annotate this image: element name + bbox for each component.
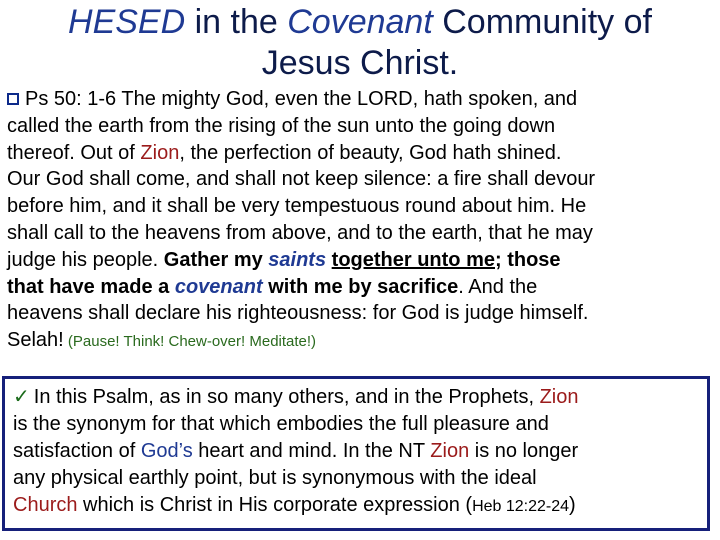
box-line: any physical earthly point, but is synonymous with the ideal <box>13 467 537 489</box>
body-line: shall call to the heavens from above, and to the earth, that he may <box>7 221 593 244</box>
body-text: thereof. Out of <box>7 141 141 164</box>
body-bold-text: with me by sacrifice <box>262 275 459 298</box>
underlined-text: together unto me <box>331 248 495 271</box>
body-line: heavens shall declare his righteousness: for God is judge himself. <box>7 302 589 325</box>
body-text: , the perfection of beauty, God hath shined. <box>179 141 562 164</box>
selah-text: Selah! <box>7 329 64 352</box>
meditate-note: (Pause! Think! Chew-over! Meditate!) <box>63 333 317 351</box>
box-text: satisfaction of <box>13 440 141 462</box>
title-line-1 <box>0 2 720 43</box>
body-bold-text: that have made a <box>7 275 175 298</box>
square-bullet-icon <box>7 93 19 105</box>
checkmark-icon: ✓ <box>13 386 30 408</box>
saints-word: saints <box>268 248 327 271</box>
box-text: is no longer <box>469 440 579 462</box>
body-line: before him, and it shall be very tempestuous round about him. He <box>7 195 587 218</box>
title-text: Community of <box>432 3 652 41</box>
title-hesed: HESED <box>68 3 186 41</box>
zion-word: Zion <box>140 141 180 164</box>
body-line <box>7 140 720 167</box>
gods-word: God’s <box>140 440 193 462</box>
box-text: heart and mind. In the NT <box>192 440 431 462</box>
body-line <box>7 327 720 354</box>
covenant-word: covenant <box>174 275 263 298</box>
body-line <box>7 86 720 113</box>
box-text: In this Psalm, as in so many others, and in the Prophets, <box>33 386 540 408</box>
box-line: is the synonym for that which embodies the full pleasure and <box>13 413 549 435</box>
box-line <box>13 492 713 519</box>
body-line <box>7 247 720 274</box>
box-line <box>13 384 713 411</box>
title-covenant: Covenant <box>287 3 433 41</box>
church-word: Church <box>13 494 78 516</box>
body-text: . And the <box>458 275 538 298</box>
zion-word: Zion <box>539 386 579 408</box>
scripture-reference: Heb 12:22-24 <box>472 498 570 515</box>
body-bold-text: ; those <box>495 248 561 271</box>
body-bold-text: Gather my <box>163 248 269 271</box>
title-line-2: Jesus Christ. <box>261 44 459 82</box>
box-line <box>13 438 713 465</box>
title-text: in the <box>185 3 288 41</box>
body-line: called the earth from the rising of the sun unto the going down <box>7 114 556 137</box>
slide-title <box>0 2 720 84</box>
box-text: ) <box>569 494 576 516</box>
body-line: Our God shall come, and shall not keep silence: a fire shall devour <box>7 168 596 191</box>
body-text: Ps 50: 1-6 The mighty God, even the LORD, hath spoken, and <box>25 88 578 110</box>
body-line <box>7 274 720 301</box>
commentary-text <box>13 384 713 519</box>
zion-word: Zion <box>430 440 470 462</box>
scripture-body <box>7 86 720 354</box>
box-text: which is Christ in His corporate expression ( <box>77 494 473 516</box>
body-text: judge his people. <box>7 248 164 271</box>
